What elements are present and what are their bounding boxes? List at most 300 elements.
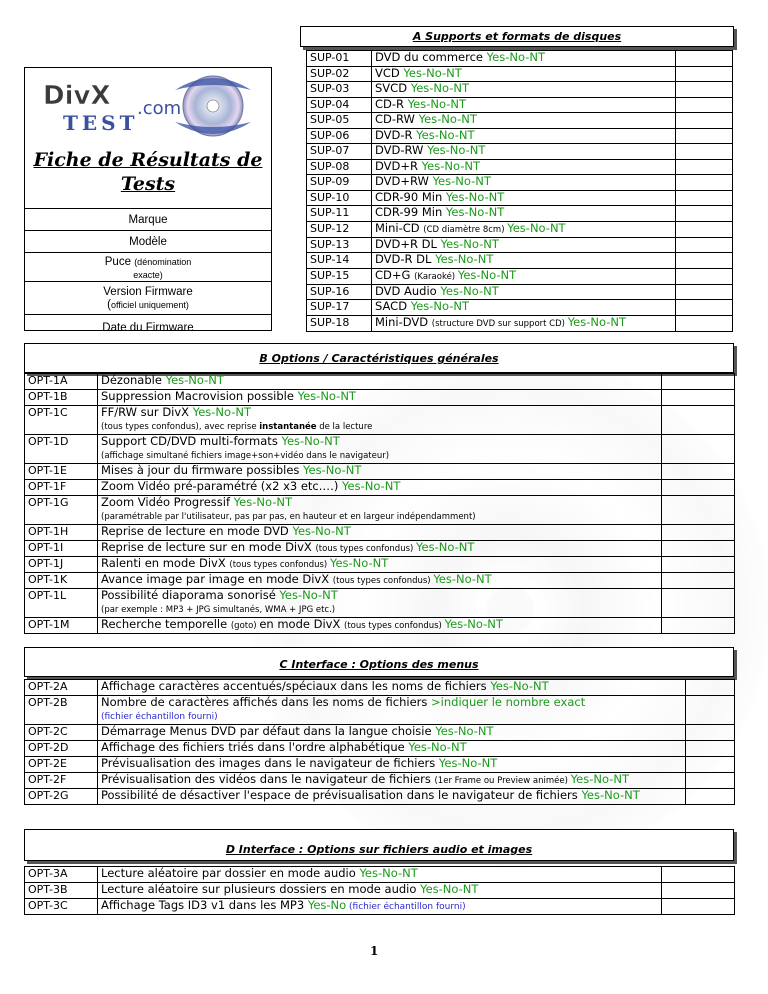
row-text: CD-RW <box>375 112 419 126</box>
row-note: (CD diamètre 8cm) <box>423 224 508 235</box>
table-row <box>307 175 733 191</box>
result-cell[interactable] <box>662 435 735 464</box>
row-description <box>98 696 686 725</box>
field-marque-label: Marque <box>128 214 168 226</box>
result-cell[interactable] <box>686 757 735 773</box>
yes-no-nt-options: Yes-No-NT <box>303 463 362 477</box>
result-cell[interactable] <box>676 113 733 129</box>
result-cell[interactable] <box>686 773 735 789</box>
row-text: Mini-DVD <box>375 315 432 329</box>
row-text: Nombre de caractères affichés dans les noms de fichiers <box>101 695 432 709</box>
row-subnote: (tous types confondus), avec reprise <box>101 422 260 432</box>
row-text: Lecture aléatoire par dossier en mode audio <box>101 866 360 880</box>
section-c-header <box>24 647 734 677</box>
row-code-text: SUP-17 <box>310 300 350 313</box>
row-code <box>25 725 98 741</box>
row-code-text: SUP-18 <box>310 315 350 329</box>
row-note: (tous types confondus) <box>315 544 417 554</box>
logo-divx-text: DivX <box>43 81 111 111</box>
result-cell[interactable] <box>686 696 735 725</box>
row-description <box>372 221 676 237</box>
row-code-text: SUP-06 <box>310 128 350 142</box>
table-row <box>307 144 733 160</box>
result-cell[interactable] <box>676 128 733 144</box>
table-row <box>307 315 733 331</box>
row-code <box>25 464 98 480</box>
section-d-header <box>24 829 734 861</box>
table-row <box>307 128 733 144</box>
yes-no-nt-options: Yes-No-NT <box>438 756 498 770</box>
table-row <box>25 541 735 557</box>
yes-no-nt-options: Yes-No-NT <box>342 479 401 493</box>
row-text: SVCD <box>375 81 411 95</box>
row-code <box>307 284 372 300</box>
result-cell[interactable] <box>662 406 735 435</box>
row-code <box>25 525 98 541</box>
result-cell[interactable] <box>676 175 733 191</box>
yes-no-nt-options: Yes-No-NT <box>567 315 627 329</box>
yes-no-nt-options: Yes-No-NT <box>420 882 479 896</box>
page-number: 1 <box>370 944 379 958</box>
logo-test-text: TEST <box>63 111 139 135</box>
yes-no-nt-options: Yes-No-NT <box>329 556 389 570</box>
row-code <box>307 159 372 175</box>
row-subnote: (paramétrable par l'utilisateur, pas par pas, en hauteur et en largeur indépendamment) <box>101 512 476 522</box>
row-note-blue: (fichier échantillon fourni) <box>346 902 466 912</box>
row-description <box>372 51 676 67</box>
table-row <box>25 725 735 741</box>
result-cell[interactable] <box>662 589 735 618</box>
field-version-note: officiel uniquement) <box>110 300 189 310</box>
row-text: Possibilité diaporama sonorisé <box>101 588 280 602</box>
section-d-title: D Interface : Options sur fichiers audio et images <box>225 843 533 856</box>
result-cell[interactable] <box>676 51 733 67</box>
row-code <box>25 741 98 757</box>
row-description <box>98 725 686 741</box>
row-code <box>307 221 372 237</box>
field-date <box>25 314 271 344</box>
row-code <box>307 190 372 206</box>
result-cell[interactable] <box>662 618 735 634</box>
table-row <box>25 773 735 789</box>
result-cell[interactable] <box>676 237 733 253</box>
yes-no-nt-options: Yes-No-NT <box>418 112 477 126</box>
result-cell[interactable] <box>676 97 733 113</box>
row-code <box>307 253 372 269</box>
table-row <box>25 390 735 406</box>
info-fields <box>25 208 271 344</box>
table-row <box>307 237 733 253</box>
row-code <box>25 374 98 390</box>
row-code-text: OPT-3B <box>28 883 68 896</box>
row-code-text: OPT-1B <box>28 390 68 403</box>
yes-no-nt-options: Yes-No-NT <box>281 434 340 448</box>
row-text: Suppression Macrovision possible <box>101 389 298 403</box>
row-code <box>25 757 98 773</box>
row-description <box>98 496 662 525</box>
row-text: DVD-R DL <box>375 252 436 266</box>
row-code-text: OPT-1D <box>28 435 69 448</box>
row-subnote-blue: (fichier échantillon fourni) <box>101 712 218 722</box>
row-description <box>372 97 676 113</box>
row-code <box>307 144 372 160</box>
row-description <box>372 206 676 222</box>
row-description <box>98 618 662 634</box>
yes-no-nt-options: Yes-No-NT <box>165 373 224 387</box>
row-code <box>307 113 372 129</box>
result-cell[interactable] <box>676 206 733 222</box>
yes-no-nt-options: Yes-No-NT <box>445 190 505 204</box>
row-description <box>98 374 662 390</box>
result-cell[interactable] <box>662 557 735 573</box>
section-b-header <box>24 343 734 373</box>
yes-no-nt-options: Yes-No-NT <box>410 299 470 313</box>
row-description <box>98 789 686 805</box>
yes-no-nt-options: Yes-No-NT <box>297 389 356 403</box>
row-code <box>307 97 372 113</box>
row-code <box>25 680 98 696</box>
table-row <box>307 82 733 98</box>
row-code-text: OPT-1F <box>28 480 67 493</box>
table-row <box>25 496 735 525</box>
row-description <box>98 435 662 464</box>
result-cell[interactable] <box>662 883 735 899</box>
row-text: DVD+RW <box>375 174 433 188</box>
row-description <box>98 680 686 696</box>
row-text2: en mode DivX <box>259 617 345 631</box>
field-version <box>25 281 271 314</box>
row-code <box>25 899 98 915</box>
table-row <box>307 97 733 113</box>
row-description <box>98 573 662 589</box>
row-description <box>98 883 662 899</box>
row-code <box>25 390 98 406</box>
row-code <box>307 237 372 253</box>
table-row <box>25 899 735 915</box>
yes-no-nt-options: >indiquer le nombre exact <box>431 695 586 709</box>
row-subnote-bold: instantanée <box>259 422 317 432</box>
row-code <box>307 315 372 331</box>
row-text: Lecture aléatoire sur plusieurs dossiers en mode audio <box>101 882 421 896</box>
row-code-text: OPT-1I <box>28 541 64 554</box>
row-description <box>98 480 662 496</box>
row-text: DVD+R DL <box>375 237 441 251</box>
row-description <box>372 66 676 82</box>
result-cell[interactable] <box>676 300 733 316</box>
result-cell[interactable] <box>676 284 733 300</box>
table-row <box>25 589 735 618</box>
row-description <box>372 159 676 175</box>
row-code-text: SUP-07 <box>310 144 350 157</box>
row-code-text: OPT-2E <box>28 757 67 770</box>
row-text: Affichage des fichiers triés dans l'ordre alphabétique <box>101 740 409 754</box>
field-puce-note2: exacte) <box>133 270 163 280</box>
yes-no-nt-options: Yes-No-NT <box>233 495 293 509</box>
table-row <box>307 190 733 206</box>
row-text: Dézonable <box>101 373 166 387</box>
table-row <box>307 66 733 82</box>
row-code-text: SUP-13 <box>310 237 350 251</box>
sheet-title-line2: Tests <box>120 173 176 195</box>
result-cell[interactable] <box>662 390 735 406</box>
row-code <box>25 496 98 525</box>
row-code-text: SUP-02 <box>310 66 350 80</box>
row-text: SACD <box>375 299 411 313</box>
table-row <box>25 757 735 773</box>
table-row <box>25 618 735 634</box>
result-cell[interactable] <box>662 573 735 589</box>
result-cell[interactable] <box>662 374 735 390</box>
row-description <box>98 773 686 789</box>
yes-no-nt-options: Yes-No-NT <box>581 788 640 802</box>
row-description <box>98 525 662 541</box>
result-cell[interactable] <box>662 541 735 557</box>
result-cell[interactable] <box>676 315 733 331</box>
result-cell[interactable] <box>686 680 735 696</box>
row-text: Mini-CD <box>375 221 424 235</box>
yes-no-nt-options: Yes-No-NT <box>192 405 252 419</box>
yes-no-nt-options: Yes-No-NT <box>408 740 467 754</box>
row-note: (tous types confondus) <box>332 576 434 586</box>
section-a-header <box>300 26 734 47</box>
row-text: FF/RW sur DivX <box>101 405 193 419</box>
result-cell[interactable] <box>662 899 735 915</box>
row-code-text: OPT-1E <box>28 464 67 477</box>
yes-no-nt-options: Yes-No-NT <box>427 143 486 157</box>
row-description <box>98 741 686 757</box>
row-code-text: OPT-2G <box>28 789 69 802</box>
row-text: CDR-90 Min <box>375 190 446 204</box>
row-code <box>307 268 372 284</box>
result-cell[interactable] <box>686 789 735 805</box>
row-code <box>25 773 98 789</box>
row-code-text: OPT-3A <box>28 867 68 880</box>
field-puce <box>25 252 271 281</box>
row-code-text: OPT-1L <box>28 589 67 602</box>
section-c-table <box>24 679 735 805</box>
table-row <box>307 284 733 300</box>
result-cell[interactable] <box>676 253 733 269</box>
row-text: Zoom Vidéo pré-paramétré (x2 x3 etc.…) <box>101 479 343 493</box>
row-code-text: OPT-2F <box>28 773 67 786</box>
row-text: Support CD/DVD multi-formats <box>101 434 282 448</box>
yes-no-nt-options: Yes-No-NT <box>486 50 545 64</box>
result-cell[interactable] <box>676 221 733 237</box>
row-code-text: SUP-08 <box>310 159 350 173</box>
yes-no-nt-options: Yes-No-NT <box>435 252 494 266</box>
field-marque <box>25 208 271 230</box>
row-note2: (tous types confondus) <box>344 621 445 631</box>
row-code <box>307 206 372 222</box>
row-description <box>98 557 662 573</box>
field-puce-note: (dénomination <box>134 257 192 267</box>
row-code <box>307 82 372 98</box>
row-description <box>372 175 676 191</box>
row-description <box>98 390 662 406</box>
row-code <box>307 300 372 316</box>
yes-no-nt-options: Yes-No-NT <box>279 588 338 602</box>
row-note: (tous types confondus) <box>229 560 330 570</box>
row-description <box>372 300 676 316</box>
table-row <box>25 741 735 757</box>
yes-no-nt-options: Yes-No-NT <box>410 81 470 95</box>
row-description <box>98 464 662 480</box>
row-code-text: OPT-1C <box>28 406 68 419</box>
row-description <box>372 144 676 160</box>
yes-no-nt-options: Yes-No-NT <box>421 159 481 173</box>
row-code-text: OPT-3C <box>28 899 68 912</box>
row-text: Affichage caractères accentués/spéciaux dans les noms de fichiers <box>101 679 491 693</box>
result-cell[interactable] <box>662 867 735 883</box>
row-code-text: OPT-1M <box>28 618 70 631</box>
row-subnote: (par exemple : MP3 + JPG simultanés, WMA + JPG etc.) <box>101 605 336 615</box>
row-code <box>25 589 98 618</box>
result-cell[interactable] <box>676 159 733 175</box>
result-cell[interactable] <box>676 190 733 206</box>
row-description <box>98 406 662 435</box>
result-cell[interactable] <box>686 725 735 741</box>
row-description <box>98 589 662 618</box>
row-code <box>25 541 98 557</box>
row-description <box>98 899 662 915</box>
row-code-text: SUP-11 <box>310 206 350 219</box>
row-description <box>372 253 676 269</box>
row-code <box>25 557 98 573</box>
section-c-title: C Interface : Options des menus <box>279 658 479 671</box>
result-cell[interactable] <box>662 496 735 525</box>
row-code-text: SUP-10 <box>310 190 350 204</box>
row-description <box>372 284 676 300</box>
yes-no-nt-options: Yes-No-NT <box>445 205 505 219</box>
result-cell[interactable] <box>662 464 735 480</box>
table-row <box>307 159 733 175</box>
row-code <box>25 883 98 899</box>
yes-no-nt-options: Yes-No-NT <box>457 268 517 282</box>
row-text: Possibilité de désactiver l'espace de prévisualisation dans le navigateur de fichiers <box>101 788 582 802</box>
yes-no-nt-options: Yes-No-NT <box>507 221 566 235</box>
yes-no-nt-options: Yes-No-NT <box>490 679 549 693</box>
row-description <box>372 113 676 129</box>
table-row <box>25 525 735 541</box>
row-text: DVD-RW <box>375 143 428 157</box>
result-cell[interactable] <box>676 82 733 98</box>
yes-no-nt-options: Yes-No-NT <box>432 174 491 188</box>
table-row <box>25 867 735 883</box>
result-cell[interactable] <box>676 66 733 82</box>
sheet-title-line1: Fiche de Résultats de <box>33 149 263 171</box>
section-a-title: A Supports et formats de disques <box>412 30 622 43</box>
row-code <box>25 435 98 464</box>
table-row <box>25 406 735 435</box>
row-code <box>25 406 98 435</box>
row-text: DVD du commerce <box>375 50 487 64</box>
row-code <box>25 480 98 496</box>
yes-no-nt-options: Yes-No-NT <box>440 237 499 251</box>
row-text: Démarrage Menus DVD par défaut dans la langue choisie <box>101 724 436 738</box>
result-cell[interactable] <box>662 525 735 541</box>
row-code <box>307 66 372 82</box>
row-code-text: SUP-16 <box>310 284 350 298</box>
row-code-text: SUP-15 <box>310 268 350 282</box>
row-code-text: OPT-1G <box>28 496 69 509</box>
field-puce-label: Puce <box>104 256 131 268</box>
yes-no-nt-options: Yes-No-NT <box>416 128 475 142</box>
row-text: VCD <box>375 66 404 80</box>
row-code <box>307 51 372 67</box>
table-row <box>307 206 733 222</box>
table-row <box>307 300 733 316</box>
yes-no-nt-options: Yes-No-NT <box>416 540 475 554</box>
table-row <box>25 374 735 390</box>
row-code-text: SUP-05 <box>310 113 350 126</box>
row-text: Avance image par image en mode DivX <box>101 572 333 586</box>
row-code-text: SUP-09 <box>310 175 350 188</box>
result-cell[interactable] <box>676 268 733 284</box>
table-row <box>25 464 735 480</box>
result-cell[interactable] <box>662 480 735 496</box>
info-box <box>24 67 272 334</box>
row-code-text: SUP-03 <box>310 82 350 95</box>
row-code <box>25 696 98 725</box>
row-code-text: OPT-2A <box>28 680 68 693</box>
field-version-paren: ( <box>107 299 111 311</box>
table-row <box>25 789 735 805</box>
row-text: Affichage Tags ID3 v1 dans les MP3 <box>101 898 308 912</box>
row-code-text: OPT-2B <box>28 696 68 709</box>
row-code <box>25 573 98 589</box>
section-d-table <box>24 866 735 915</box>
row-text: DVD Audio <box>375 284 441 298</box>
field-modele-label: Modèle <box>129 236 167 248</box>
result-cell[interactable] <box>676 144 733 160</box>
row-code-text: OPT-1J <box>28 557 64 570</box>
row-text: CD+G <box>375 268 415 282</box>
row-text: DVD-R <box>375 128 417 142</box>
yes-no-nt-options: Yes-No-NT <box>359 866 418 880</box>
row-code <box>307 175 372 191</box>
yes-no-nt-options: Yes-No-NT <box>292 524 351 538</box>
row-description <box>98 541 662 557</box>
row-text: Ralenti en mode DivX <box>101 556 230 570</box>
table-row <box>25 696 735 725</box>
table-row <box>25 573 735 589</box>
row-note: (Karaoké) <box>414 271 458 282</box>
row-text: Prévisualisation des images dans le navigateur de fichiers <box>101 756 439 770</box>
row-code-text: OPT-2C <box>28 725 68 738</box>
table-row <box>307 51 733 67</box>
row-code-text: OPT-1A <box>28 374 68 387</box>
row-code-text: SUP-01 <box>310 51 350 64</box>
yes-no-nt-options: Yes-No-NT <box>435 724 494 738</box>
row-code <box>25 867 98 883</box>
row-description <box>98 757 686 773</box>
yes-no-nt-options: Yes-No-NT <box>444 617 503 631</box>
row-text: Zoom Vidéo Progressif <box>101 495 234 509</box>
row-code <box>25 618 98 634</box>
table-row <box>307 253 733 269</box>
row-text: Reprise de lecture en mode DVD <box>101 524 293 538</box>
result-cell[interactable] <box>686 741 735 757</box>
field-modele <box>25 230 271 252</box>
row-code <box>307 128 372 144</box>
yes-no-nt-options: Yes-No-NT <box>570 772 629 786</box>
section-b-title: B Options / Caractéristiques générales <box>259 352 499 365</box>
row-text: Prévisualisation des vidéos dans le navigateur de fichiers <box>101 772 435 786</box>
row-code-text: SUP-14 <box>310 253 350 266</box>
row-code-text: OPT-1H <box>28 525 69 538</box>
row-text: Mises à jour du firmware possibles <box>101 463 304 477</box>
yes-no-nt-options: Yes-No-NT <box>403 66 462 80</box>
